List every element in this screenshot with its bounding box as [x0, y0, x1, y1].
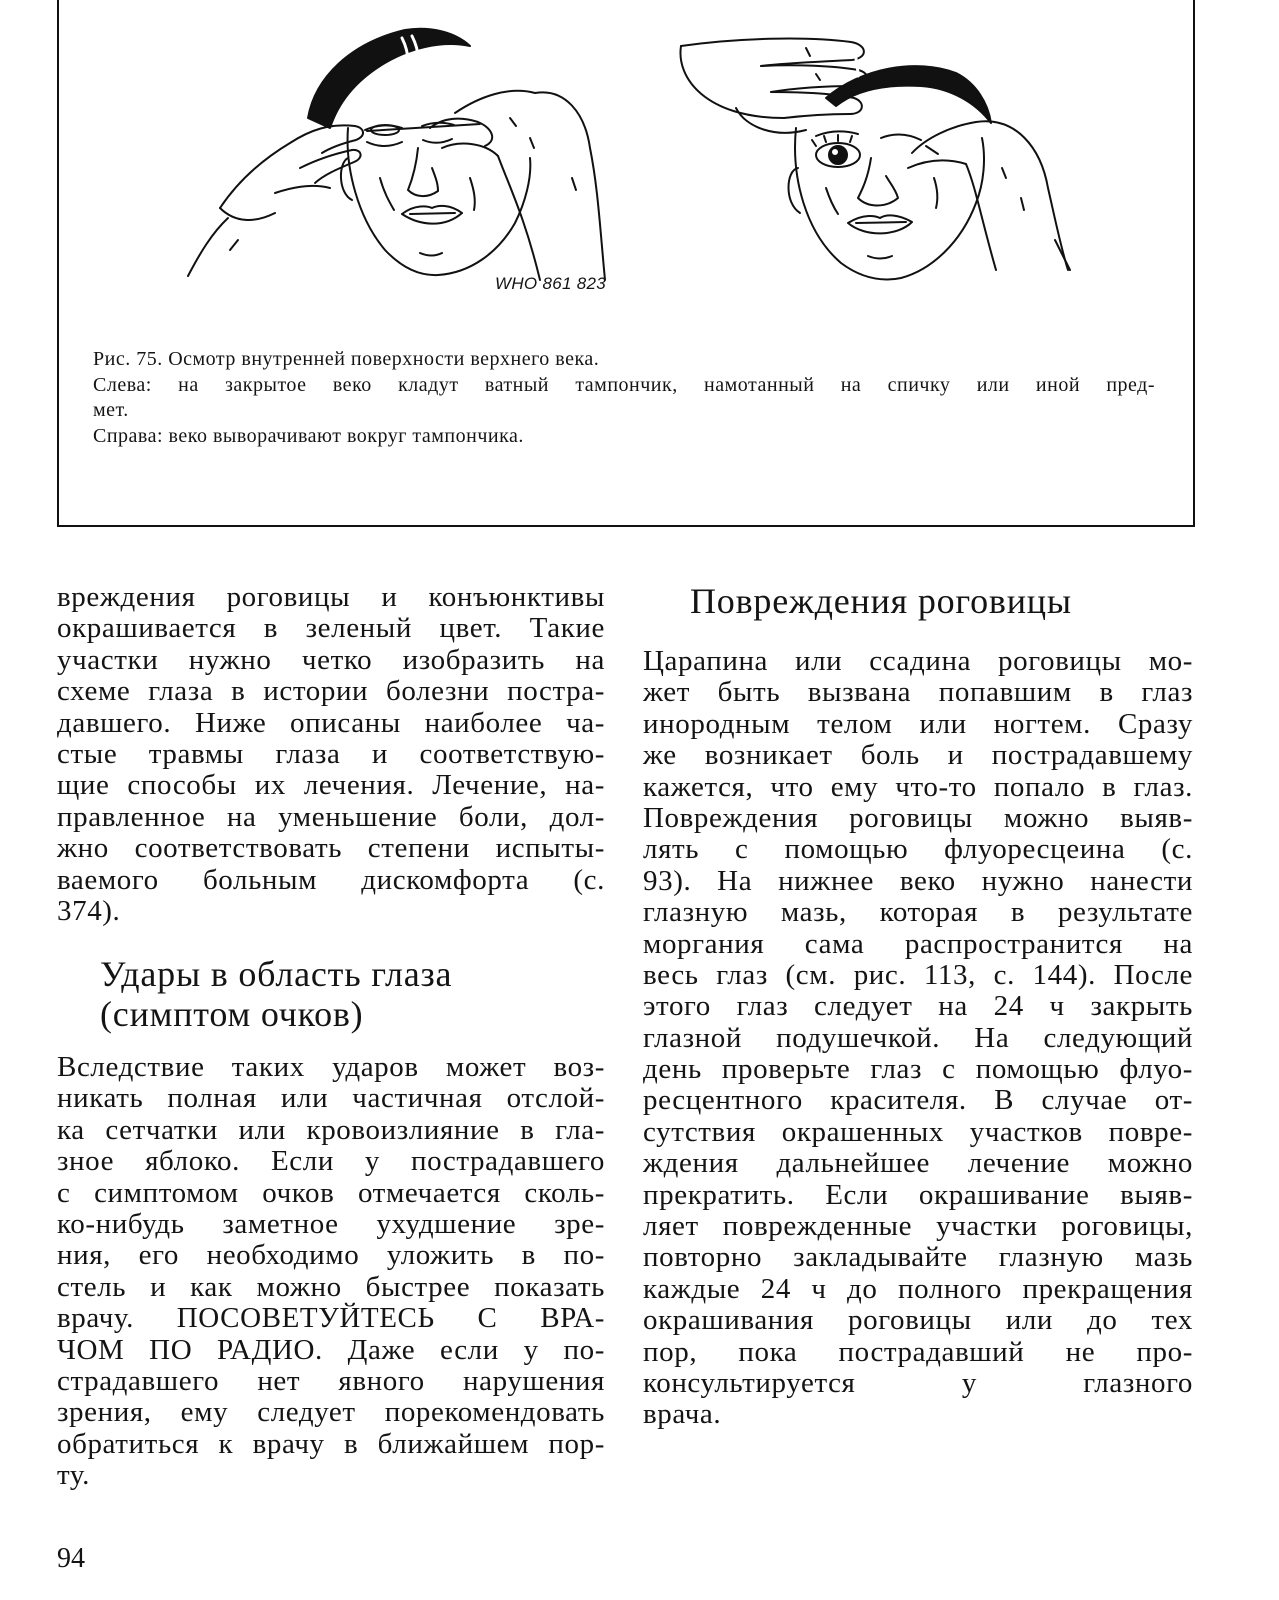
figure-caption — [93, 347, 1155, 450]
text-line: повторно закладывайте глазную мазь — [643, 1241, 1193, 1274]
text-line: день проверьте глаз с помощью флуо- — [643, 1053, 1193, 1086]
text-line: сутствия окрашенных участков повре- — [643, 1115, 1193, 1148]
section-heading-eye-blows — [100, 954, 648, 1034]
face — [341, 123, 530, 275]
text-line: Повреждения роговицы можно выяв- — [643, 801, 1193, 834]
text-line: лять с помощью флуоресцеина (с. — [643, 833, 1193, 866]
text-line: никать полная или частичная отслой- — [57, 1082, 605, 1115]
text-line: вреждения роговицы и конъюнктивы — [57, 581, 605, 613]
text-line: 93). На нижнее веко нужно нанести — [643, 864, 1193, 897]
text-line: Царапина или ссадина роговицы мо- — [643, 645, 1193, 677]
text-line: Вследствие таких ударов может воз- — [57, 1051, 605, 1083]
right-hand — [908, 121, 1070, 270]
caption-line: Рис. 75. Осмотр внутренней поверхности верхнего века. — [93, 348, 600, 370]
text-line: окрашивания роговицы или до тех — [643, 1304, 1193, 1337]
heading-line: Повреждения роговицы — [690, 581, 1072, 621]
text-line: зрения, ему следует порекомендовать — [57, 1396, 605, 1429]
heading-line: Удары в область глаза — [100, 954, 453, 994]
text-line: ЧОМ ПО РАДИО. Даже если у по- — [57, 1333, 605, 1366]
text-line: врача. — [643, 1398, 722, 1431]
text-line: инородным телом или ногтем. Сразу — [643, 707, 1193, 740]
hair — [308, 29, 470, 128]
text-line: участки нужно четко изобразить на — [57, 643, 605, 676]
top-hand — [680, 39, 867, 133]
text-line: глазной подушечкой. На следующий — [643, 1021, 1193, 1054]
continued-paragraph — [57, 582, 605, 927]
paragraph-cornea — [643, 646, 1193, 1431]
figure-box — [57, 0, 1195, 527]
text-line: страдавшего нет явного нарушения — [57, 1364, 605, 1397]
text-line: правленное на уменьшение боли, дол- — [57, 800, 605, 833]
right-hand — [430, 91, 605, 280]
text-line: жно соответствовать степени испыты- — [57, 832, 605, 865]
section-heading-cornea — [690, 581, 1240, 621]
text-line: щие способы их лечения. Лечение, на- — [57, 769, 605, 802]
text-line: зное яблоко. Если у пострадавшего — [57, 1145, 605, 1178]
text-line: пор, пока пострадавший не про- — [643, 1335, 1193, 1368]
text-line: 374). — [57, 894, 121, 927]
text-line: схеме глаза в истории болезни постра- — [57, 675, 605, 708]
text-line: ния, его необходимо уложить в по- — [57, 1239, 605, 1272]
paragraph-eye-blows — [57, 1052, 605, 1491]
text-line: кажется, что ему что-то попало в глаз. — [643, 770, 1193, 803]
left-hand — [188, 125, 363, 276]
caption-line: Справа: веко выворачивают вокруг тампончика. — [93, 425, 524, 448]
text-line: окрашивается в зеленый цвет. Такие — [57, 612, 605, 645]
text-line: моргания сама распространится на — [643, 927, 1193, 960]
text-line: ресцентного красителя. В случае от- — [643, 1084, 1193, 1117]
text-line: консультируется у глазного — [643, 1366, 1193, 1399]
text-line: давшего. Ниже описаны наиболее ча- — [57, 706, 605, 739]
text-line: стые травмы глаза и соответствую- — [57, 737, 605, 770]
text-line: ваемого больным дискомфорта (с. — [57, 863, 605, 896]
illustration-eyelid-everted — [676, 18, 1096, 283]
illustration-swab-on-eyelid — [180, 18, 630, 283]
text-line: с симптомом очков отмечается сколь- — [57, 1176, 605, 1209]
text-line: ляет поврежденные участки роговицы, — [643, 1210, 1193, 1243]
text-line: каждые 24 ч до полного прекращения — [643, 1272, 1193, 1305]
figure-code: WHO 861 823 — [495, 274, 607, 293]
text-line: врачу. ПОСОВЕТУЙТЕСЬ С ВРА- — [57, 1302, 605, 1335]
open-eye — [812, 135, 860, 167]
text-line: стель и как можно быстрее показать — [57, 1270, 605, 1303]
page-number: 94 — [57, 1543, 85, 1574]
text-line: весь глаз (см. рис. 113, с. 144). После — [643, 958, 1193, 991]
text-line: прекратить. Если окрашивание выяв- — [643, 1178, 1193, 1211]
text-line: глазную мазь, которая в результате — [643, 896, 1193, 929]
text-line: ка сетчатки или кровоизлияние в гла- — [57, 1113, 605, 1146]
text-line: обратиться к врачу в ближайшем пор- — [57, 1427, 605, 1460]
text-line: жет быть вызвана попавшим в глаз — [643, 676, 1193, 709]
caption-line: мет. — [93, 399, 129, 422]
heading-line: (симптом очков) — [100, 994, 364, 1034]
text-line: ждения дальнейшее лечение можно — [643, 1147, 1193, 1180]
caption-line: Слева: на закрытое веко кладут ватный тампончик, намотанный на спичку или иной пред- — [93, 373, 1155, 396]
text-line: ко-нибудь заметное ухудшение зре- — [57, 1207, 605, 1240]
text-line: же возникает боль и пострадавшему — [643, 739, 1193, 772]
text-line: ту. — [57, 1459, 90, 1492]
text-line: этого глаз следует на 24 ч закрыть — [643, 990, 1193, 1023]
